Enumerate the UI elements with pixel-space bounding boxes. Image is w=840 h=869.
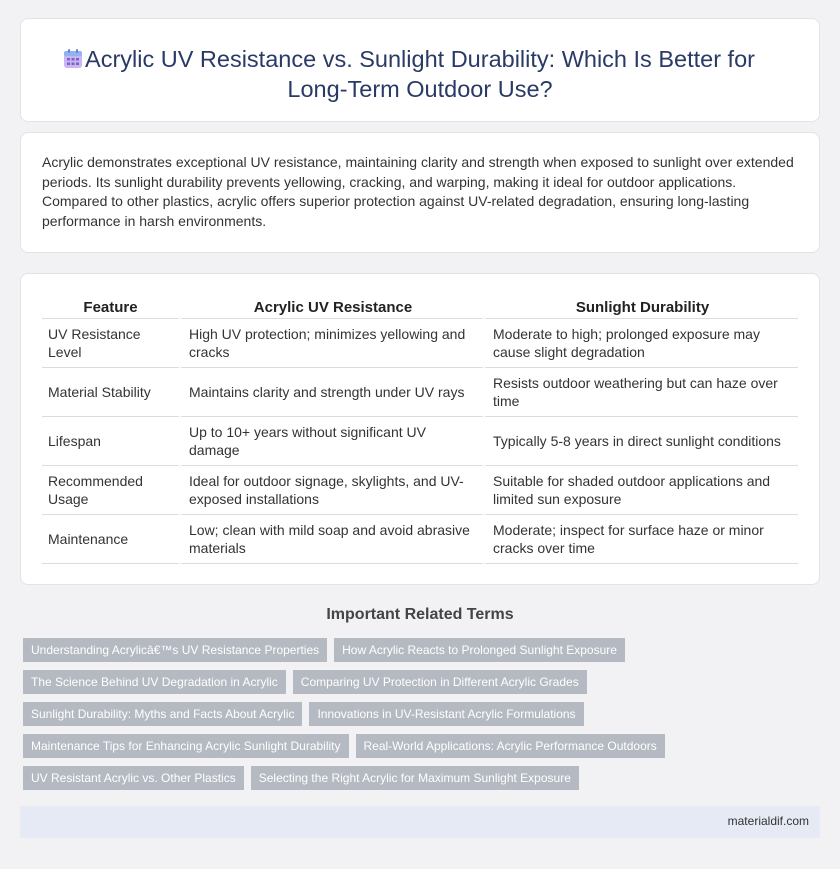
related-term-link[interactable]: The Science Behind UV Degradation in Acrylic (23, 670, 286, 694)
title-card (20, 18, 820, 122)
related-term-link[interactable]: UV Resistant Acrylic vs. Other Plastics (23, 766, 244, 790)
table-cell-feature: Recommended Usage (42, 466, 179, 515)
related-term-link[interactable]: Comparing UV Protection in Different Acrylic Grades (293, 670, 587, 694)
table-header-row (42, 295, 798, 319)
table-cell-uv-resistance: High UV protection; minimizes yellowing and cracks (179, 319, 483, 368)
related-term-link[interactable]: Real-World Applications: Acrylic Performance Outdoors (356, 734, 665, 758)
table-cell-uv-resistance: Maintains clarity and strength under UV rays (179, 368, 483, 417)
table-cell-feature: Lifespan (42, 417, 179, 466)
footer-site-name: materialdif.com (727, 814, 809, 828)
table-row (42, 515, 798, 564)
table-row (42, 417, 798, 466)
page-title: Acrylic UV Resistance vs. Sunlight Durability: Which Is Better for Long-Term Outdoor Use? (85, 46, 755, 102)
table-row (42, 466, 798, 515)
table-row (42, 319, 798, 368)
column-header-sunlight-durability: Sunlight Durability (483, 295, 798, 319)
related-terms-heading: Important Related Terms (326, 606, 514, 623)
related-term-link[interactable]: Maintenance Tips for Enhancing Acrylic Sunlight Durability (23, 734, 349, 758)
related-terms-list (23, 638, 823, 798)
related-term-link[interactable]: Sunlight Durability: Myths and Facts About Acrylic (23, 702, 302, 726)
table-cell-sunlight-durability: Resists outdoor weathering but can haze over time (483, 368, 798, 417)
table-cell-sunlight-durability: Typically 5-8 years in direct sunlight conditions (483, 417, 798, 466)
related-term-link[interactable]: Innovations in UV-Resistant Acrylic Formulations (309, 702, 583, 726)
column-header-feature: Feature (42, 295, 179, 319)
footer (20, 806, 820, 838)
table-cell-uv-resistance: Low; clean with mild soap and avoid abrasive materials (179, 515, 483, 564)
intro-paragraph: Acrylic demonstrates exceptional UV resistance, maintaining clarity and strength when exposed to sunlight over extended periods. Its sunlight durability prevents yellowing, cracking, and warping, making it ideal for outdoor applications. Compared to other plastics, acrylic offers superior protection against UV-related degradation, ensuring long-lasting performance in harsh environments. (42, 154, 794, 229)
related-term-link[interactable]: Selecting the Right Acrylic for Maximum Sunlight Exposure (251, 766, 579, 790)
comparison-card (20, 273, 820, 585)
table-cell-sunlight-durability: Suitable for shaded outdoor applications and limited sun exposure (483, 466, 798, 515)
table-cell-sunlight-durability: Moderate; inspect for surface haze or minor cracks over time (483, 515, 798, 564)
column-header-uv-resistance: Acrylic UV Resistance (179, 295, 483, 319)
table-cell-uv-resistance: Ideal for outdoor signage, skylights, and UV-exposed installations (179, 466, 483, 515)
comparison-table (42, 295, 798, 564)
related-term-link[interactable]: Understanding Acrylicâ€™s UV Resistance Properties (23, 638, 327, 662)
table-cell-feature: Maintenance (42, 515, 179, 564)
table-cell-uv-resistance: Up to 10+ years without significant UV damage (179, 417, 483, 466)
table-cell-sunlight-durability: Moderate to high; prolonged exposure may cause slight degradation (483, 319, 798, 368)
table-cell-feature: Material Stability (42, 368, 179, 417)
related-term-link[interactable]: How Acrylic Reacts to Prolonged Sunlight Exposure (334, 638, 625, 662)
table-row (42, 368, 798, 417)
table-cell-feature: UV Resistance Level (42, 319, 179, 368)
intro-card (20, 132, 820, 253)
